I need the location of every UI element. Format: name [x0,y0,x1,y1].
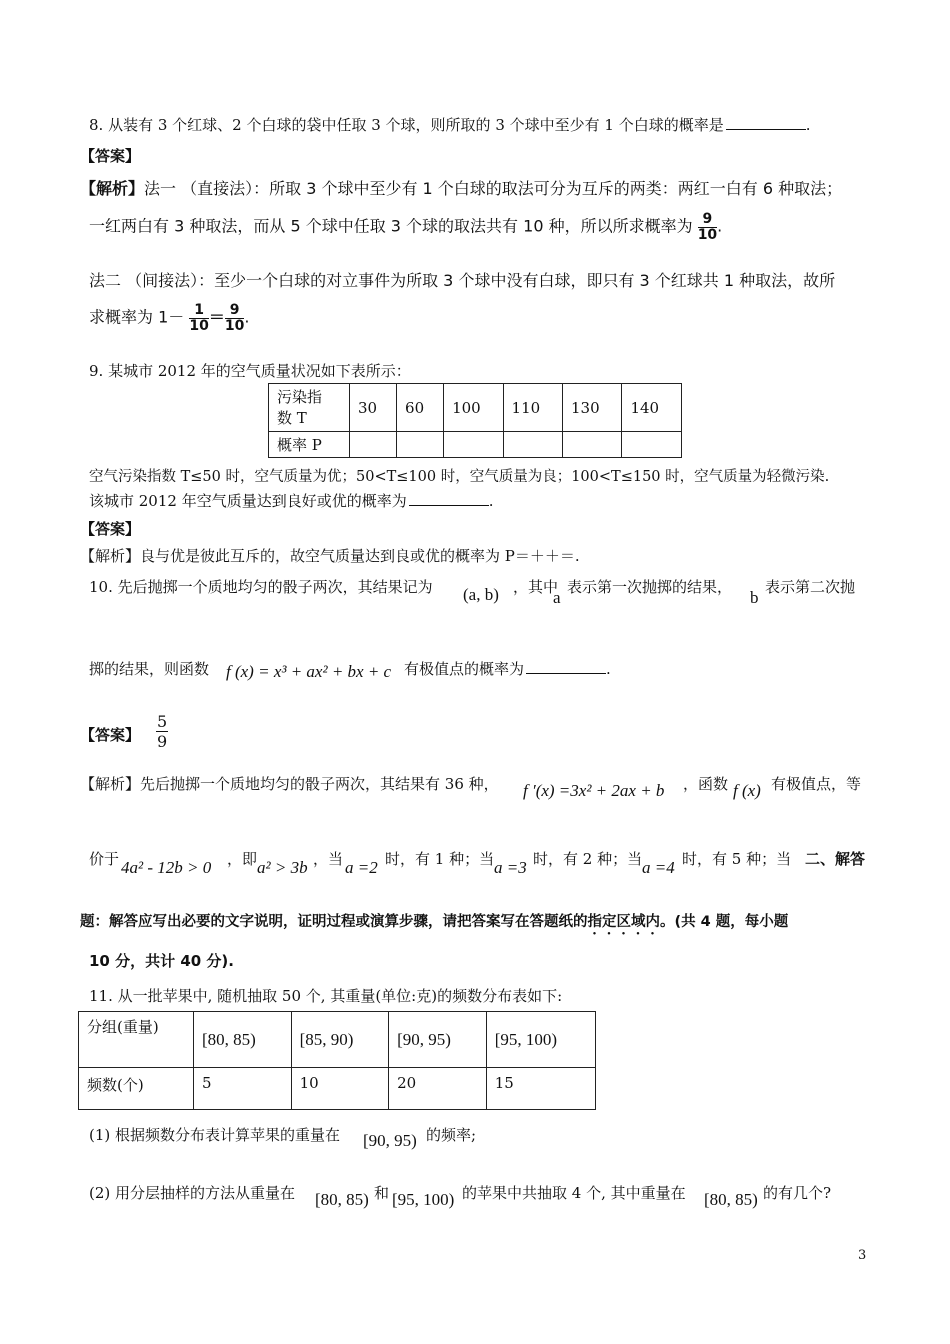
table-cell: 100 [444,384,503,432]
q9-answer-label: 【答案】 [80,520,141,538]
table-row-label: 概率 P [269,432,350,458]
answer-blank [526,659,606,674]
interval: [80, 85) [315,1190,369,1209]
table-cell [563,432,622,458]
q10-text: ，其中 [513,578,559,596]
table-cell: 5 [194,1068,292,1110]
q10-a: a [553,588,561,607]
q9-text1: 空气污染指数 T≤50 时，空气质量为优；50<T≤100 时，空气质量为良；100<T≤150 时，空气质量为轻微污染. [89,469,830,485]
q8-analysis-line4: 求概率为 1－ $\frac{1}{10}$ ＝ $\frac{9}{10}$ . [89,302,250,334]
section2-title: 二、解答 [805,850,866,868]
q10-text: 时，有 1 种；当 [385,850,495,868]
q10-b: b [750,588,759,607]
table-cell: 130 [563,384,622,432]
q11-frequency-table [78,1011,596,1110]
q9-pollution-table [268,383,682,458]
q8-analysis-line2: 一红两白有 3 种取法，而从 5 个球中任取 3 个球的取法共有 10 种，所以所求概率为 $\frac{9}{10}$ . [89,211,723,243]
q10-text: 时，有 5 种；当 [682,850,792,868]
q11-question: 11. 从一批苹果中, 随机抽取 50 个, 其重量(单位:克)的频数分布表如下: [89,987,563,1005]
table-cell: [80, 85) [194,1012,292,1068]
q10-text: 表示第二次抛 [765,578,856,596]
q10-ineq2: a² > 3b [257,858,308,877]
interval: [90, 95) [363,1131,417,1150]
fraction: $\frac{1}{10}$ [189,302,209,334]
q11-sub2: (2) 用分层抽样的方法从重量在 [89,1184,296,1202]
q11-text: 的有几个? [763,1184,832,1202]
q9-analysis: 【解析】良与优是彼此互斥的，故空气质量达到良或优的概率为 P＝＋＋＝. [80,547,580,565]
q10-question-line1: 10. 先后抛掷一个质地均匀的骰子两次，其结果记为 [89,578,433,596]
q10-analysis-line1: 【解析】先后抛掷一个质地均匀的骰子两次，其结果有 36 种， [80,775,499,793]
q10-function: f (x) = x³ + ax² + bx + c [226,662,392,681]
q10-text: ，函数 [683,775,729,793]
q10-derivative: f ′(x) =3x² + 2ax + b [523,781,665,800]
q10-text: 有极值点的概率为 . [404,660,611,678]
table-header-cell: 污染指 数 T [269,384,350,432]
table-cell [503,432,562,458]
fraction: $\frac{9}{10}$ [697,211,718,243]
interval: [80, 85) [704,1190,758,1209]
table-cell: [95, 100) [486,1012,595,1068]
table-cell [622,432,682,458]
q10-a2: a =2 [345,858,378,877]
q8-question: 8. 从装有 3 个红球、2 个白球的袋中任取 3 个球，则所取的 3 个球中至少有 1 个白球的概率是 . [89,116,811,134]
answer-blank [726,115,806,130]
table-cell: 60 [397,384,444,432]
fraction: $\frac{9}{10}$ [224,302,245,334]
table-cell: 15 [486,1068,595,1110]
q10-text: ，即 [227,850,258,868]
q8-analysis-line3: 法二 （间接法）：至少一个白球的对立事件为所取 3 个球中没有白球，即只有 3 个红球共 1 种取法，故所 [89,271,836,290]
section2-scoring: 10 分，共计 40 分). [89,952,234,970]
table-cell [350,432,397,458]
q11-text: 的苹果中共抽取 4 个, 其中重量在 [462,1184,686,1202]
q10-question-line2: 掷的结果，则函数 [89,660,210,678]
q9-question: 9. 某城市 2012 年的空气质量状况如下表所示： [89,362,411,380]
table-cell [444,432,503,458]
q10-text: 有极值点，等 [771,775,862,793]
table-cell: [85, 90) [291,1012,389,1068]
page-number: 3 [858,1248,867,1263]
answer-blank [409,491,489,506]
q11-text: 和 [374,1184,390,1202]
q8-answer-label: 【答案】 [80,147,141,165]
q11-text: 的频率; [426,1126,477,1144]
table-cell: 30 [350,384,397,432]
q10-analysis-line2: 价于 [89,850,120,868]
q10-text: ，当 [313,850,344,868]
q10-ab: (a, b) [463,585,499,604]
q10-fx: f (x) [733,781,761,800]
table-cell: 20 [389,1068,487,1110]
q10-answer-label: 【答案】 [80,726,141,744]
q8-analysis-line1: 【解析】法一 （直接法）：所取 3 个球中至少有 1 个白球的取法可分为互斥的两类：两红一白有 6 种取法； [80,179,843,198]
section2-instructions: 题：解答应写出必要的文字说明，证明过程或演算步骤，请把答案写在答题纸的指定区域内。(共 4 题，每小题 [80,914,789,930]
table-row-label: 频数(个) [79,1068,194,1110]
interval: [95, 100) [392,1190,455,1209]
table-cell: 140 [622,384,682,432]
q10-a3: a =3 [494,858,527,877]
table-cell [397,432,444,458]
q10-text: 时，有 2 种；当 [533,850,643,868]
q10-answer-fraction: 5 9 [157,712,168,752]
q10-ineq1: 4a² - 12b > 0 [121,858,212,877]
table-header-cell: 分组(重量) [79,1012,194,1068]
q9-text2: 该城市 2012 年空气质量达到良好或优的概率为 . [89,492,494,510]
table-cell: 10 [291,1068,389,1110]
table-cell: [90, 95) [389,1012,487,1068]
q11-sub1: (1) 根据频数分布表计算苹果的重量在 [89,1126,341,1144]
q10-a4: a =4 [642,858,675,877]
q10-text: 表示第一次抛掷的结果， [567,578,733,596]
table-cell: 110 [503,384,562,432]
